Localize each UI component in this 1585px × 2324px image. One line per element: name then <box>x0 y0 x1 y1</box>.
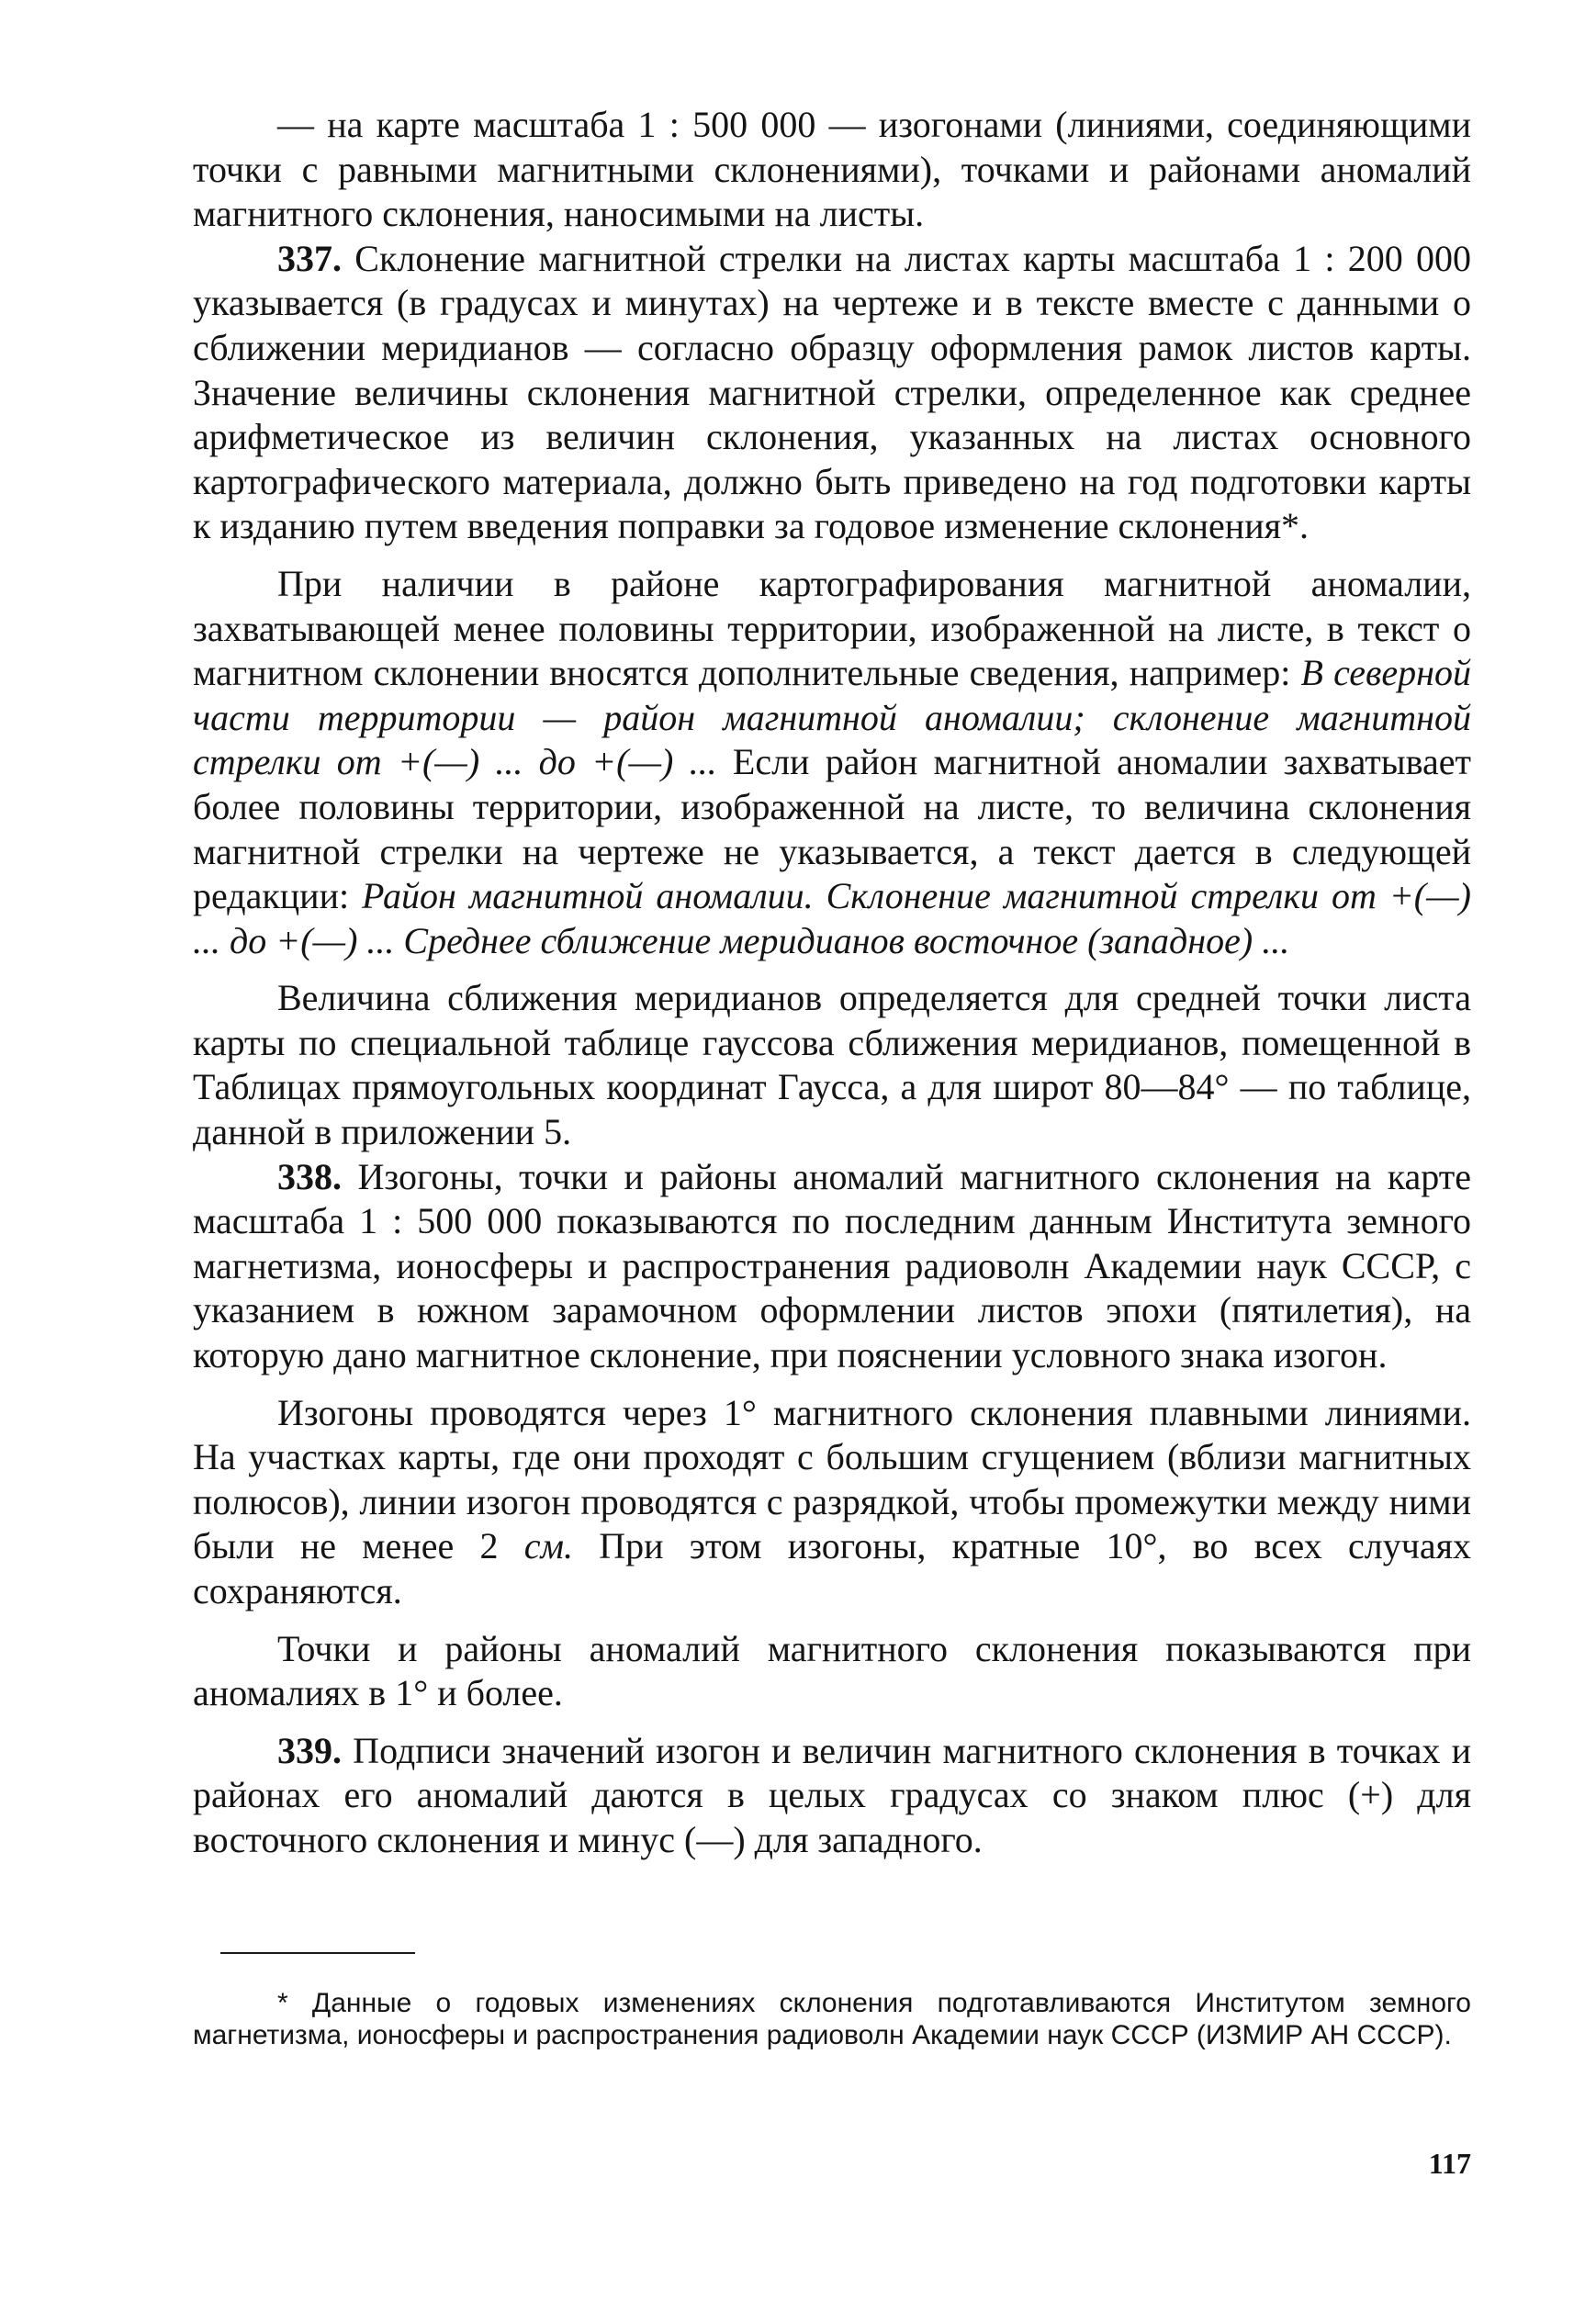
anomaly-example-2: Район магнитной аномалии. Склонение магнитной стрелки от +(—) ... до +(—) ... Среднее сближение меридианов восточное (западное) ... <box>193 875 1471 961</box>
anomaly-text-a: При наличии в районе картографирования магнитной аномалии, захватывающей менее половины территории, изображенной на листе, в текст о магнитном склонении вносятся дополнительные сведения, например: <box>193 562 1471 694</box>
section-number-338: 338. <box>277 1155 342 1197</box>
paragraph-scale-500000: — на карте масштаба 1 : 500 000 — изогонами (линиями, соединяющими точки с равными магнитными склонениями), точками и районами аномалий магнитного склонения, наносимыми на листы. <box>193 104 1471 235</box>
section-number-339: 339. <box>277 1729 342 1771</box>
isogons-unit: см. <box>523 1525 574 1567</box>
footnote: * Данные о годовых изменениях склонения подготавливаются Институтом земного магнетизма, ионосферы и распространения радиоволн Академии наук СССР (ИЗМИР АН СССР). <box>193 1988 1471 2050</box>
paragraph-337-text: Склонение магнитной стрелки на листах карты масштаба 1 : 200 000 указывается (в градусах и минутах) на чертеже и в тексте вместе с данными о сближении меридианов — согласно образцу оформления рамок листов карты. Значение величины склонения магнитной стрелки, определенное как среднее арифметическое из величин склонения, указанных на листах основного картографического материала, должно быть приведено на год подготовки карты к изданию путем введения поправки за годовое изменение склонения*. <box>193 237 1471 547</box>
anomaly-text-c: Если район магнитной аномалии захватывает более половины территории, изображенной на листе, то величина склонения магнитной стрелки на чертеже не указывается, а текст дается в следующей редакции: <box>193 741 1471 917</box>
paragraph-magnetic-anomaly <box>193 562 1471 963</box>
footnote-divider <box>220 1952 415 1954</box>
paragraph-337 <box>193 237 1471 549</box>
page-body <box>193 103 1471 1863</box>
paragraph-338-text: Изогоны, точки и районы аномалий магнитного склонения на карте масштаба 1 : 500 000 показываются по последним данным Института земного магнетизма, ионосферы и распространения радиоволн Академии наук СССР, с указанием в южном зарамочном оформлении листов эпохи (пятилетия), на которую дано магнитное склонение, при пояснении условного знака изогон. <box>193 1155 1471 1376</box>
anomaly-example-1: В северной части территории — район магнитной аномалии; склонение магнитной стрелки от +(—) ... до +(—) ... <box>193 652 1472 783</box>
paragraph-meridian-convergence: Величина сближения меридианов определяется для средней точки листа карты по специальной таблице гауссова сближения меридианов, помещенной в Таблицах прямоугольных координат Гаусса, а для широт 80—84° — по таблице, данной в приложении 5. <box>193 977 1471 1153</box>
paragraph-isogons <box>193 1391 1471 1614</box>
isogons-text-c: При этом изогоны, кратные 10°, во всех случаях сохраняются. <box>193 1525 1472 1611</box>
page-number: 117 <box>1428 2147 1471 2180</box>
paragraph-anomaly-points: Точки и районы аномалий магнитного склонения показываются при аномалиях в 1° и более. <box>193 1627 1471 1714</box>
paragraph-338 <box>193 1155 1471 1378</box>
paragraph-339-text: Подписи значений изогон и величин магнитного склонения в точках и районах его аномалий даются в целых градусах со знаком плюс (+) для восточного склонения и минус (—) для западного. <box>193 1729 1471 1860</box>
isogons-text-a: Изогоны проводятся через 1° магнитного склонения плавными линиями. На участках карты, где они проходят с большим сгущением (вблизи магнитных полюсов), линии изогон проводятся с разрядкой, чтобы промежутки между ними были не менее 2 <box>193 1391 1471 1567</box>
paragraph-339 <box>193 1729 1471 1863</box>
section-number-337: 337. <box>277 237 342 279</box>
